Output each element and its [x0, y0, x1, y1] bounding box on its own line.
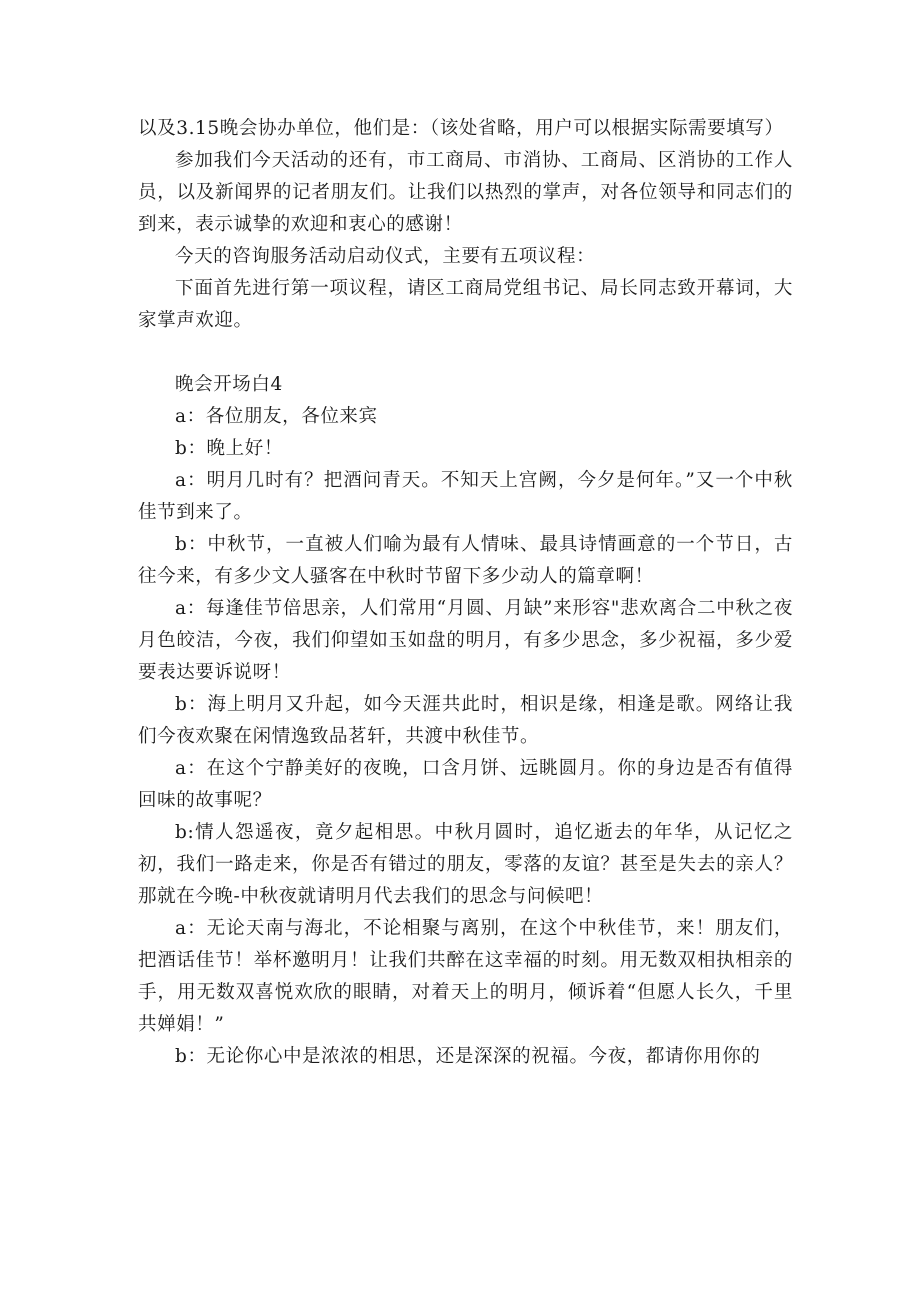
- paragraph-first-item: 下面首先进行第一项议程，请区工商局党组书记、局长同志致开幕词，大家掌声欢迎。: [138, 278, 793, 331]
- dialogue-line: a：每逢佳节倍思亲，人们常用“月圆、月缺”来形容"悲欢离合二中秋之夜月色皎洁，今夜，我们仰望如玉如盘的明月，有多少思念，多少祝福，多少爱要表达要诉说呀！: [138, 598, 793, 683]
- dialogue-line: b：海上明月又升起，如今天涯共此时，相识是缘，相逢是歌。网络让我们今夜欢聚在闲情逸致品茗轩，共渡中秋佳节。: [138, 694, 793, 747]
- dialogue-line: b：晚上好！: [175, 438, 283, 459]
- section-title: 晚会开场白4: [175, 374, 283, 395]
- paragraph-agenda: 今天的咨询服务活动启动仪式，主要有五项议程：: [175, 246, 596, 267]
- dialogue-line: a：无论天南与海北，不论相聚与离别，在这个中秋佳节，来！朋友们，把酒话佳节！举杯邀明月！让我们共醉在这幸福的时刻。用无数双相执相亲的手，用无数双喜悦欢欣的眼睛，对着天上的明月，倾诉着“但愿人长久，千里共婵娟！”: [138, 918, 793, 1035]
- dialogue-line: b:情人怨遥夜，竟夕起相思。中秋月圆时，追忆逝去的年华，从记忆之初，我们一路走来，你是否有错过的朋友，零落的友谊？甚至是失去的亲人？那就在今晚-中秋夜就请明月代去我们的思念与问候吧！: [138, 822, 793, 907]
- dialogue-line: a：明月几时有？把酒问青天。不知天上宫阙，今夕是何年。”又一个中秋佳节到来了。: [138, 470, 793, 523]
- paragraph-cosponsors: 以及3.15晚会协办单位，他们是：（该处省略，用户可以根据实际需要填写）: [138, 118, 784, 139]
- dialogue-line: a：各位朋友，各位来宾: [175, 406, 378, 427]
- dialogue-line: b：中秋节，一直被人们喻为最有人情味、最具诗情画意的一个节日，古往今来，有多少文人骚客在中秋时节留下多少动人的篇章啊！: [138, 534, 793, 587]
- dialogue-line: a：在这个宁静美好的夜晚，口含月饼、远眺圆月。你的身边是否有值得回味的故事呢？: [138, 758, 793, 811]
- section-gap: [138, 337, 793, 369]
- dialogue-line: b：无论你心中是浓浓的相思，还是深深的祝福。今夜，都请你用你的: [175, 1046, 761, 1067]
- document-body: [138, 113, 793, 1073]
- paragraph-attendees: 参加我们今天活动的还有，市工商局、市消协、工商局、区消协的工作人员，以及新闻界的记者朋友们。让我们以热烈的掌声，对各位领导和同志们的到来，表示诚挚的欢迎和衷心的感谢！: [138, 150, 793, 235]
